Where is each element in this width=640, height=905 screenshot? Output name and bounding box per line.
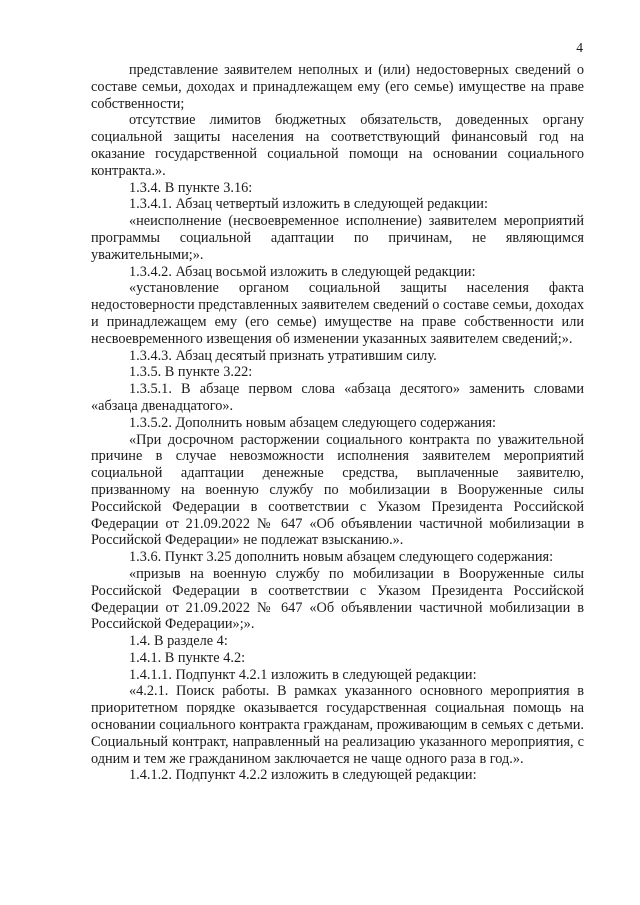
- paragraph: «призыв на военную службу по мобилизации в Вооруженные силы Российской Федерации в соответствии с Указом Президента Российской Федерации от 21.09.2022 № 647 «Об объявлении частичной мобилизации в Российской Федерации»;».: [91, 565, 584, 633]
- paragraph: представление заявителем неполных и (или) недостоверных сведений о составе семьи, доходах и принадлежащем ему (его семье) имуществе на праве собственности;: [91, 62, 584, 112]
- paragraph: 1.3.5.2. Дополнить новым абзацем следующего содержания:: [129, 414, 497, 431]
- paragraph: 1.3.4.1. Абзац четвертый изложить в следующей редакции:: [129, 196, 488, 213]
- page-number: 4: [576, 40, 583, 55]
- paragraph: 1.3.5. В пункте 3.22:: [129, 364, 253, 381]
- paragraph: 1.4.1. В пункте 4.2:: [129, 649, 246, 666]
- paragraph: 1.4. В разделе 4:: [129, 633, 228, 650]
- paragraph: 1.3.5.1. В абзаце первом слова «абзаца десятого» заменить словами «абзаца двенадцатого».: [91, 381, 584, 414]
- paragraph: «установление органом социальной защиты населения факта недостоверности представленных заявителем сведений о составе семьи, доходах и принадлежащем ему (его семье) имуществе на праве собственности или несвоевременного извещения об изменении указанных заявителем сведений;».: [91, 280, 584, 347]
- paragraph: 1.3.4. В пункте 3.16:: [129, 179, 253, 196]
- paragraph: «неисполнение (несвоевременное исполнение) заявителем мероприятий программы социальной адаптации по причинам, не являющимся уважительными;».: [91, 213, 584, 263]
- paragraph: 1.3.4.3. Абзац десятый признать утратившим силу.: [129, 347, 437, 364]
- paragraph: 1.3.6. Пункт 3.25 дополнить новым абзацем следующего содержания:: [129, 549, 554, 566]
- paragraph: «4.2.1. Поиск работы. В рамках указанного основного мероприятия в приоритетном порядке оказывается государственная социальная помощь на основании социального контракта гражданам, проживающим в семьях с детьми. Социальный контракт, направленный на реализацию указанного мероприятия, с одним и тем же гражданином заключается не чаще одного раза в год.».: [91, 683, 584, 767]
- paragraph: 1.4.1.2. Подпункт 4.2.2 изложить в следующей редакции:: [129, 767, 477, 784]
- document-body: [91, 62, 584, 784]
- paragraph: отсутствие лимитов бюджетных обязательств, доведенных органу социальной защиты населения на соответствующий финансовый год на оказание государственной социальной помощи на основании социального контракта.».: [91, 112, 584, 179]
- paragraph: 1.4.1.1. Подпункт 4.2.1 изложить в следующей редакции:: [129, 666, 477, 683]
- paragraph: «При досрочном расторжении социального контракта по уважительной причине в случае невозможности исполнения заявителем мероприятий социальной адаптации денежные средства, выплаченные заявителю, призванному на военную службу по мобилизации в Вооруженные силы Российской Федерации в соответствии с Указом Президента Российской Федерации от 21.09.2022 № 647 «Об объявлении частичной мобилизации в Российской Федерации» не подлежат взысканию.».: [91, 431, 584, 549]
- paragraph: 1.3.4.2. Абзац восьмой изложить в следующей редакции:: [129, 263, 476, 280]
